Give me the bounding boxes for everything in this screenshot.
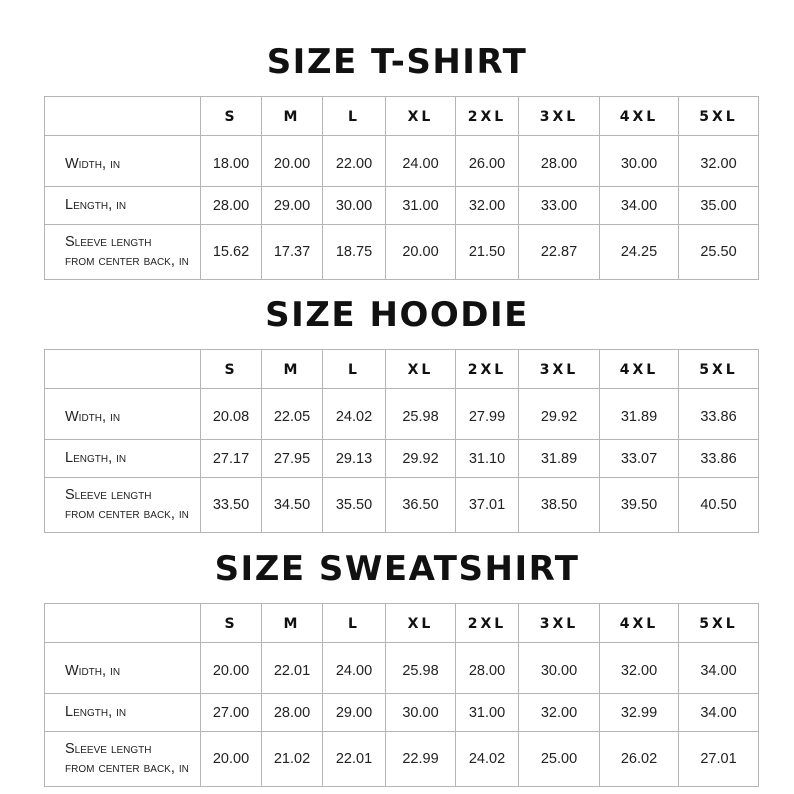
value-cell: 28.00 bbox=[262, 694, 323, 732]
size-header: 3XL bbox=[519, 604, 600, 643]
sleeve-length-row bbox=[45, 478, 759, 533]
size-table bbox=[44, 96, 759, 280]
value-cell: 29.00 bbox=[323, 694, 386, 732]
value-cell: 22.00 bbox=[323, 136, 386, 187]
value-cell: 40.50 bbox=[679, 478, 759, 533]
value-cell: 24.00 bbox=[386, 136, 456, 187]
size-header: S bbox=[201, 350, 262, 389]
value-cell: 27.00 bbox=[201, 694, 262, 732]
value-cell: 22.87 bbox=[519, 225, 600, 280]
value-cell: 20.00 bbox=[262, 136, 323, 187]
value-cell: 29.13 bbox=[323, 440, 386, 478]
row-label: Sleeve length from center back, in bbox=[45, 478, 201, 533]
value-cell: 28.00 bbox=[201, 187, 262, 225]
value-cell: 24.00 bbox=[323, 643, 386, 694]
value-cell: 33.07 bbox=[600, 440, 679, 478]
row-label: Width, in bbox=[45, 136, 201, 187]
value-cell: 38.50 bbox=[519, 478, 600, 533]
value-cell: 27.95 bbox=[262, 440, 323, 478]
value-cell: 33.50 bbox=[201, 478, 262, 533]
value-cell: 18.00 bbox=[201, 136, 262, 187]
value-cell: 22.01 bbox=[262, 643, 323, 694]
value-cell: 34.00 bbox=[600, 187, 679, 225]
size-header: L bbox=[323, 604, 386, 643]
value-cell: 18.75 bbox=[323, 225, 386, 280]
value-cell: 15.62 bbox=[201, 225, 262, 280]
size-header: XL bbox=[386, 97, 456, 136]
size-header: 4XL bbox=[600, 350, 679, 389]
value-cell: 30.00 bbox=[519, 643, 600, 694]
value-cell: 21.50 bbox=[456, 225, 519, 280]
value-cell: 25.98 bbox=[386, 643, 456, 694]
value-cell: 36.50 bbox=[386, 478, 456, 533]
value-cell: 35.00 bbox=[679, 187, 759, 225]
value-cell: 32.00 bbox=[600, 643, 679, 694]
length-row bbox=[45, 187, 759, 225]
size-header-row bbox=[45, 350, 759, 389]
value-cell: 32.00 bbox=[519, 694, 600, 732]
size-header: M bbox=[262, 350, 323, 389]
section-title: SIZE T-SHIRT bbox=[266, 42, 528, 82]
value-cell: 22.01 bbox=[323, 732, 386, 787]
value-cell: 33.86 bbox=[679, 389, 759, 440]
value-cell: 29.92 bbox=[519, 389, 600, 440]
value-cell: 34.00 bbox=[679, 643, 759, 694]
value-cell: 30.00 bbox=[323, 187, 386, 225]
width-row bbox=[45, 136, 759, 187]
section-title: SIZE SWEATSHIRT bbox=[214, 549, 580, 589]
value-cell: 32.00 bbox=[679, 136, 759, 187]
size-header: S bbox=[201, 604, 262, 643]
size-header-row bbox=[45, 97, 759, 136]
width-row bbox=[45, 389, 759, 440]
value-cell: 20.00 bbox=[201, 732, 262, 787]
size-header: 2XL bbox=[456, 604, 519, 643]
size-header: 2XL bbox=[456, 350, 519, 389]
size-header: 5XL bbox=[679, 604, 759, 643]
value-cell: 27.01 bbox=[679, 732, 759, 787]
value-cell: 24.02 bbox=[323, 389, 386, 440]
value-cell: 25.98 bbox=[386, 389, 456, 440]
value-cell: 20.00 bbox=[386, 225, 456, 280]
row-label: Sleeve length from center back, in bbox=[45, 732, 201, 787]
value-cell: 17.37 bbox=[262, 225, 323, 280]
row-label: Length, in bbox=[45, 694, 201, 732]
size-header: L bbox=[323, 97, 386, 136]
width-row bbox=[45, 643, 759, 694]
value-cell: 24.02 bbox=[456, 732, 519, 787]
size-header: M bbox=[262, 97, 323, 136]
row-label: Sleeve length from center back, in bbox=[45, 225, 201, 280]
size-header: 5XL bbox=[679, 97, 759, 136]
length-row bbox=[45, 694, 759, 732]
value-cell: 28.00 bbox=[519, 136, 600, 187]
value-cell: 26.02 bbox=[600, 732, 679, 787]
value-cell: 31.00 bbox=[456, 694, 519, 732]
corner-cell bbox=[45, 97, 201, 136]
value-cell: 25.50 bbox=[679, 225, 759, 280]
value-cell: 24.25 bbox=[600, 225, 679, 280]
size-header: L bbox=[323, 350, 386, 389]
row-label: Width, in bbox=[45, 643, 201, 694]
size-header: XL bbox=[386, 350, 456, 389]
value-cell: 29.00 bbox=[262, 187, 323, 225]
value-cell: 21.02 bbox=[262, 732, 323, 787]
value-cell: 32.00 bbox=[456, 187, 519, 225]
length-row bbox=[45, 440, 759, 478]
value-cell: 28.00 bbox=[456, 643, 519, 694]
value-cell: 31.89 bbox=[600, 389, 679, 440]
size-header: 4XL bbox=[600, 97, 679, 136]
size-header: 3XL bbox=[519, 350, 600, 389]
value-cell: 30.00 bbox=[600, 136, 679, 187]
size-header-row bbox=[45, 604, 759, 643]
value-cell: 39.50 bbox=[600, 478, 679, 533]
size-table bbox=[44, 349, 759, 533]
section-title: SIZE HOODIE bbox=[265, 295, 529, 335]
value-cell: 34.50 bbox=[262, 478, 323, 533]
value-cell: 22.99 bbox=[386, 732, 456, 787]
value-cell: 27.99 bbox=[456, 389, 519, 440]
value-cell: 32.99 bbox=[600, 694, 679, 732]
row-label: Length, in bbox=[45, 187, 201, 225]
value-cell: 30.00 bbox=[386, 694, 456, 732]
sleeve-length-row bbox=[45, 732, 759, 787]
value-cell: 29.92 bbox=[386, 440, 456, 478]
size-header: M bbox=[262, 604, 323, 643]
value-cell: 26.00 bbox=[456, 136, 519, 187]
row-label: Length, in bbox=[45, 440, 201, 478]
value-cell: 20.00 bbox=[201, 643, 262, 694]
value-cell: 31.00 bbox=[386, 187, 456, 225]
size-header: XL bbox=[386, 604, 456, 643]
value-cell: 25.00 bbox=[519, 732, 600, 787]
sleeve-length-row bbox=[45, 225, 759, 280]
size-header: 4XL bbox=[600, 604, 679, 643]
size-header: 5XL bbox=[679, 350, 759, 389]
value-cell: 31.89 bbox=[519, 440, 600, 478]
value-cell: 35.50 bbox=[323, 478, 386, 533]
value-cell: 33.86 bbox=[679, 440, 759, 478]
value-cell: 33.00 bbox=[519, 187, 600, 225]
size-header: 3XL bbox=[519, 97, 600, 136]
value-cell: 20.08 bbox=[201, 389, 262, 440]
size-header: S bbox=[201, 97, 262, 136]
corner-cell bbox=[45, 604, 201, 643]
size-header: 2XL bbox=[456, 97, 519, 136]
row-label: Width, in bbox=[45, 389, 201, 440]
corner-cell bbox=[45, 350, 201, 389]
value-cell: 31.10 bbox=[456, 440, 519, 478]
value-cell: 37.01 bbox=[456, 478, 519, 533]
value-cell: 34.00 bbox=[679, 694, 759, 732]
value-cell: 27.17 bbox=[201, 440, 262, 478]
size-table bbox=[44, 603, 759, 787]
value-cell: 22.05 bbox=[262, 389, 323, 440]
